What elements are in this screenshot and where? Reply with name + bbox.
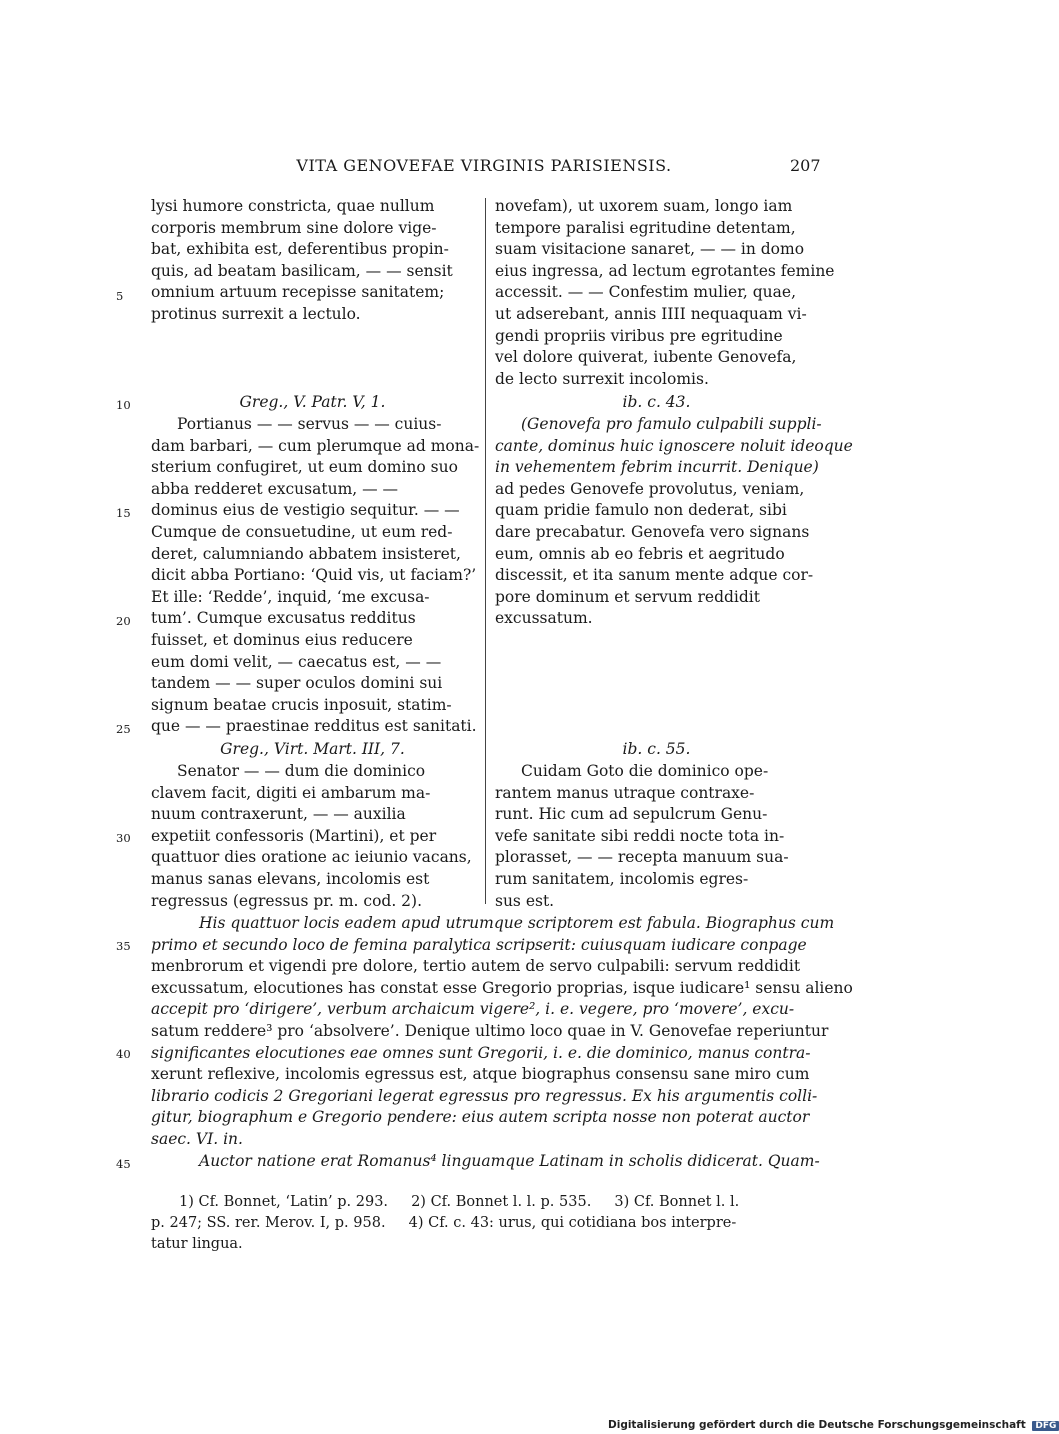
text-line: in vehementem febrim incurrit. Denique) [495, 458, 819, 477]
commentary-line: His quattuor locis eadem apud utrumque scriptorem est fabula. Biographus cum [199, 914, 835, 932]
text-line: sterium confugiret, ut eum domino suo [151, 458, 458, 477]
left-source-heading-2: Greg., V. Patr. V, 1. [239, 393, 386, 411]
text-line: bat, exhibita est, deferentibus propin- [151, 240, 449, 259]
text-line: runt. Hic cum ad sepulcrum Genu- [495, 805, 768, 824]
text-line: expetiit confessoris (Martini), et per [151, 826, 437, 845]
text-line: omnium artuum recepisse sanitatem; [151, 283, 445, 302]
text-line: dominus eius de vestigio sequitur. — — [151, 501, 460, 520]
text-line: tempore paralisi egritudine detentam, [495, 218, 796, 237]
text-line: nuum contraxerunt, — — auxilia [151, 805, 406, 824]
commentary-line: gitur, biographum e Gregorio pendere: eius autem scripta nosse non poterat auctor [151, 1108, 810, 1127]
footnote-line: 1) Cf. Bonnet, ‘Latin’ p. 293. 2) Cf. Bonnet l. l. p. 535. 3) Cf. Bonnet l. l. [179, 1194, 740, 1210]
commentary-line: excussatum, elocutiones has constat esse Gregorio proprias, isque iudicare¹ sensu alieno [151, 978, 853, 997]
text-line: accessit. — — Confestim mulier, quae, [495, 283, 797, 302]
footnote-line: tatur lingua. [151, 1236, 243, 1252]
text-line: fuisset, et dominus eius reducere [151, 630, 413, 649]
text-line: sus est. [495, 891, 555, 910]
text-line: Et ille: ‘Redde’, inquid, ‘me excusa- [151, 587, 430, 606]
line-number: 20 [116, 614, 131, 628]
text-line: dam barbari, — cum plerumque ad mona- [151, 436, 480, 455]
commentary-line: primo et secundo loco de femina paralytica scripserit: cuiusquam iudicare conpage [151, 935, 807, 954]
text-line: regressus (egressus pr. m. cod. 2). [151, 891, 423, 910]
text-line: vefe sanitate sibi reddi nocte tota in- [495, 826, 785, 845]
text-line: signum beatae crucis inposuit, statim- [151, 695, 452, 714]
line-number: 5 [116, 289, 124, 303]
text-line: rum sanitatem, incolomis egres- [495, 869, 749, 888]
text-line: dare precabatur. Genovefa vero signans [495, 522, 810, 541]
left-source-heading-3: Greg., Virt. Mart. III, 7. [220, 740, 405, 758]
dfg-logo: DFG [1032, 1421, 1059, 1431]
page-number: 207 [790, 156, 821, 175]
line-number: 10 [116, 398, 131, 412]
right-column-passage-3 [495, 761, 818, 912]
digitization-credit [608, 1419, 1059, 1431]
commentary-line: menbrorum et vigendi pre dolore, tertio autem de servo culpabili: servum reddidit [151, 957, 801, 976]
left-column-passage-1 [151, 196, 474, 326]
text-line: vel dolore quiverat, iubente Genovefa, [495, 348, 797, 367]
right-column-passage-1 [495, 196, 835, 390]
line-number: 15 [116, 506, 131, 520]
text-line: quis, ad beatam basilicam, — — sensit [151, 261, 453, 280]
text-line: eum domi velit, — caecatus est, — — [151, 652, 442, 671]
text-line: suam visitacione sanaret, — — in domo [495, 240, 805, 259]
text-line: protinus surrexit a lectulo. [151, 304, 361, 323]
text-line: abba redderet excusatum, — — [151, 479, 399, 498]
text-line: ut adserebant, annis IIII nequaquam vi- [495, 304, 807, 323]
text-line: tum’. Cumque excusatus redditus [151, 609, 416, 628]
line-number: 25 [116, 722, 131, 736]
line-number: 30 [116, 831, 131, 845]
text-line: clavem facit, digiti ei ambarum ma- [151, 783, 431, 802]
text-line: eum, omnis ab eo febris et aegritudo [495, 544, 785, 563]
text-line: rantem manus utraque contraxe- [495, 783, 755, 802]
line-number: 35 [116, 939, 131, 953]
text-line: pore dominum et servum reddidit [495, 587, 760, 606]
left-column-passage-3 [151, 761, 474, 912]
text-line: gendi propriis viribus pre egritudine [495, 326, 783, 345]
commentary-line: satum reddere³ pro ‘absolvere’. Denique ultimo loco quae in V. Genovefae reperiuntur [151, 1021, 829, 1040]
text-line: ad pedes Genovefe provolutus, veniam, [495, 479, 805, 498]
text-line: de lecto surrexit incolomis. [495, 369, 709, 388]
text-line: Cuidam Goto die dominico ope- [521, 762, 769, 780]
text-line: excussatum. [495, 609, 593, 628]
left-column-passage-2 [151, 414, 480, 738]
column-divider [485, 198, 486, 904]
credit-text: Digitalisierung gefördert durch die Deutsche Forschungsgemeinschaft [608, 1419, 1026, 1431]
text-line: corporis membrum sine dolore vige- [151, 218, 437, 237]
text-line: cante, dominus huic ignoscere noluit ideoque [495, 436, 853, 455]
text-line: (Genovefa pro famulo culpabili suppli- [521, 415, 822, 433]
commentary-line: xerunt reflexive, incolomis egressus est, atque biographus consensu sane miro cum [151, 1065, 810, 1084]
text-line: quattuor dies oratione ac ieiunio vacans, [151, 848, 472, 867]
text-line: plorasset, — — recepta manuum sua- [495, 848, 789, 867]
commentary-line: significantes elocutiones eae omnes sunt Gregorii, i. e. die dominico, manus contra- [151, 1043, 811, 1062]
commentary-line: librario codicis 2 Gregoriani legerat egressus pro regressus. Ex his argumentis colli- [151, 1086, 818, 1105]
text-line: Senator — — dum die dominico [177, 762, 426, 780]
right-source-heading-2: ib. c. 43. [622, 393, 691, 411]
text-line: deret, calumniando abbatem insisteret, [151, 544, 461, 563]
text-line: eius ingressa, ad lectum egrotantes femine [495, 261, 835, 280]
line-number: 40 [116, 1047, 131, 1061]
text-line: quam pridie famulo non dederat, sibi [495, 501, 787, 520]
commentary-line: accepit pro ‘dirigere’, verbum archaicum vigere², i. e. vegere, pro ‘movere’, excu- [151, 1000, 795, 1019]
footnote-line: p. 247; SS. rer. Merov. I, p. 958. 4) Cf. c. 43: urus, qui cotidiana bos interpre- [151, 1215, 737, 1231]
text-line: Cumque de consuetudine, ut eum red- [151, 522, 453, 541]
line-number: 45 [116, 1157, 131, 1171]
text-line: dicit abba Portiano: ‘Quid vis, ut faciam?’ [151, 566, 477, 585]
text-line: lysi humore constricta, quae nullum [151, 197, 435, 215]
text-line: discessit, et ita sanum mente adque cor- [495, 566, 814, 585]
running-title: VITA GENOVEFAE VIRGINIS PARISIENSIS. [296, 156, 672, 175]
right-source-heading-3: ib. c. 55. [622, 740, 691, 758]
commentary [151, 913, 853, 1172]
commentary-line: Auctor natione erat Romanus⁴ linguamque Latinam in scholis didicerat. Quam- [199, 1151, 820, 1170]
footnotes [151, 1192, 818, 1255]
right-column-passage-2 [495, 414, 853, 630]
text-line: tandem — — super oculos domini sui [151, 674, 443, 693]
text-line: novefam), ut uxorem suam, longo iam [495, 197, 793, 215]
commentary-line: saec. VI. in. [151, 1129, 243, 1148]
text-line: Portianus — — servus — — cuius- [177, 415, 442, 433]
text-line: que — — praestinae redditus est sanitati. [151, 717, 477, 736]
text-line: manus sanas elevans, incolomis est [151, 869, 430, 888]
